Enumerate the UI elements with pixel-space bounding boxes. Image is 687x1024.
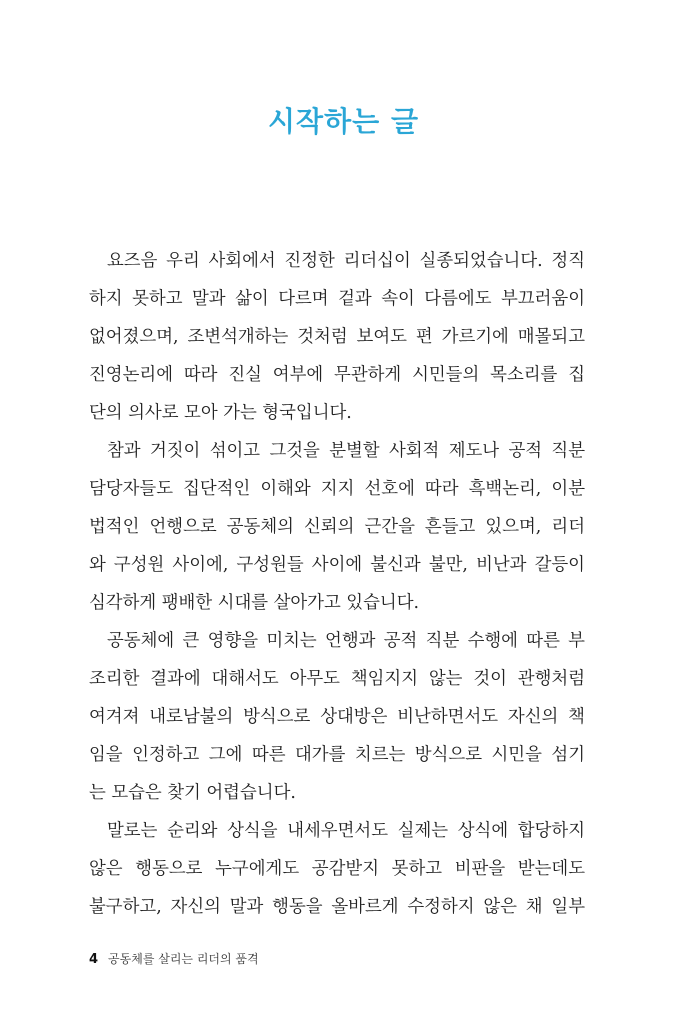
text-line: 여겨져 내로남불의 방식으로 상대방은 비난하면서도 자신의 책 — [89, 707, 585, 727]
text-line: 공동체에 큰 영향을 미치는 언행과 공적 직분 수행에 따른 부 — [107, 631, 585, 651]
paragraph — [89, 812, 585, 926]
text-line: 와 구성원 사이에, 구성원들 사이에 불신과 불만, 비난과 갈등이 — [89, 555, 585, 575]
text-line: 진영논리에 따라 진실 여부에 무관하게 시민들의 목소리를 집 — [89, 365, 585, 385]
text-line: 참과 거짓이 섞이고 그것을 분별할 사회적 제도나 공적 직분 — [107, 441, 585, 461]
text-line: 하지 못하고 말과 삶이 다르며 겉과 속이 다름에도 부끄러움이 — [89, 289, 585, 309]
text-line: 없어졌으며, 조변석개하는 것처럼 보여도 편 가르기에 매몰되고 — [89, 327, 585, 347]
text-line: 않은 행동으로 누구에게도 공감받지 못하고 비판을 받는데도 — [89, 859, 585, 879]
text-line: 요즈음 우리 사회에서 진정한 리더십이 실종되었습니다. 정직 — [107, 251, 585, 271]
text-line: 담당자들도 집단적인 이해와 지지 선호에 따라 흑백논리, 이분 — [89, 479, 585, 499]
text-line: 임을 인정하고 그에 따른 대가를 치르는 방식으로 시민을 섬기 — [89, 745, 585, 765]
paragraph — [89, 432, 585, 622]
text-line: 조리한 결과에 대해서도 아무도 책임지지 않는 것이 관행처럼 — [89, 669, 585, 689]
text-line: 단의 의사로 모아 가는 형국입니다. — [89, 403, 352, 423]
text-line: 심각하게 팽배한 시대를 살아가고 있습니다. — [89, 593, 420, 613]
paragraph — [89, 622, 585, 812]
text-line: 불구하고, 자신의 말과 행동을 올바르게 수정하지 않은 채 일부 — [89, 897, 585, 917]
paragraph — [89, 242, 585, 432]
page-title: 시작하는 글 — [268, 105, 419, 138]
running-book-title: 공동체를 살리는 리더의 품격 — [108, 952, 259, 966]
text-line: 법적인 언행으로 공동체의 신뢰의 근간을 흔들고 있으며, 리더 — [89, 517, 585, 537]
page-number: 4 — [89, 952, 99, 967]
body-text — [89, 242, 585, 926]
text-line: 말로는 순리와 상식을 내세우면서도 실제는 상식에 합당하지 — [107, 821, 585, 841]
page-footer — [89, 950, 259, 967]
text-line: 는 모습은 찾기 어렵습니다. — [89, 783, 296, 803]
